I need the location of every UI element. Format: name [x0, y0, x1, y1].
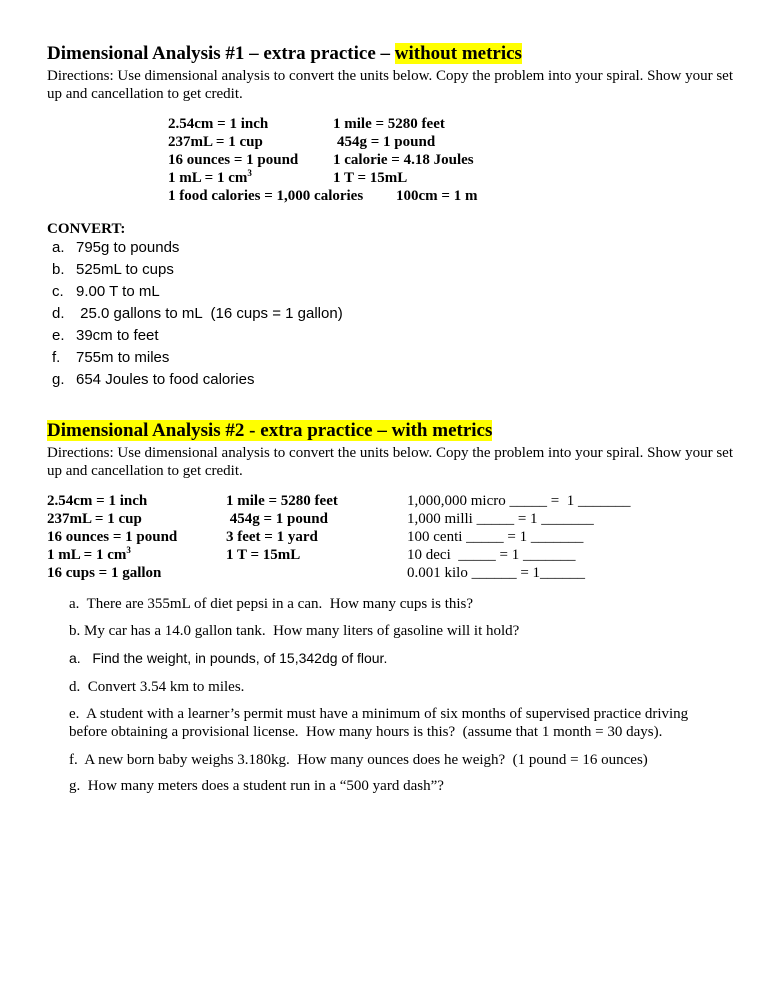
- list-item: f. 755m to miles: [52, 349, 170, 366]
- col1-line: 16 ounces = 1 pound: [47, 529, 178, 545]
- section1-directions: Directions: Use dimensional analysis to convert the units below. Copy the problem into your spiral. Show your set up and cancellation to get credit.: [47, 68, 734, 102]
- question-e-line2: before obtaining a provisional license. How many hours is this? (assume that 1 month = 30 days).: [69, 724, 663, 740]
- col2-line: 1 T = 15mL: [226, 547, 301, 563]
- conv-7-base: 1 mL = 1 cm: [168, 170, 248, 186]
- conv-8: 1 T = 15mL: [333, 170, 408, 186]
- conv-5: 16 ounces = 1 pound: [168, 152, 299, 168]
- list-item: a. 795g to pounds: [52, 239, 180, 256]
- conv-10: 100cm = 1 m: [396, 188, 478, 204]
- col2-line: 454g = 1 pound: [226, 511, 328, 527]
- conv-2: 1 mile = 5280 feet: [333, 116, 445, 132]
- col3-line: 1,000,000 micro _____ = 1 _______: [407, 493, 631, 509]
- conv-4: 454g = 1 pound: [337, 134, 436, 150]
- convert-heading: CONVERT:: [47, 221, 126, 237]
- col1-line: 16 cups = 1 gallon: [47, 565, 162, 581]
- conv-7-sup: 3: [247, 168, 252, 178]
- question-a: a. There are 355mL of diet pepsi in a can. How many cups is this?: [69, 596, 474, 612]
- conv-7: [168, 170, 252, 187]
- conv-1: 2.54cm = 1 inch: [168, 116, 269, 132]
- list-item: e. 39cm to feet: [52, 327, 159, 344]
- conv-9: 1 food calories = 1,000 calories: [168, 188, 364, 204]
- question-c: a. Find the weight, in pounds, of 15,342dg of flour.: [69, 650, 388, 666]
- section2-directions: Directions: Use dimensional analysis to convert the units below. Copy the problem into your spiral. Show your set up and cancellation to get credit.: [47, 445, 734, 479]
- col3-line: 10 deci _____ = 1 _______: [407, 547, 576, 563]
- question-d: d. Convert 3.54 km to miles.: [69, 679, 245, 695]
- question-b: b. My car has a 14.0 gallon tank. How many liters of gasoline will it hold?: [69, 623, 520, 639]
- conv-3: 237mL = 1 cup: [168, 134, 263, 150]
- section1-title: [47, 43, 522, 65]
- col1-line: 237mL = 1 cup: [47, 511, 142, 527]
- question-g: g. How many meters does a student run in a “500 yard dash”?: [69, 778, 444, 794]
- conv-6: 1 calorie = 4.18 Joules: [333, 152, 474, 168]
- list-item: b. 525mL to cups: [52, 261, 174, 278]
- section2-title: [47, 420, 492, 442]
- list-item: d. 25.0 gallons to mL (16 cups = 1 gallon): [52, 305, 343, 322]
- question-e-line1: e. A student with a learner’s permit must have a minimum of six months of supervised practice driving: [69, 706, 689, 722]
- col3-line: 100 centi _____ = 1 _______: [407, 529, 584, 545]
- col1-line: 2.54cm = 1 inch: [47, 493, 148, 509]
- section1-title-highlight: without metrics: [394, 43, 522, 64]
- col3-line: 0.001 kilo ______ = 1______: [407, 565, 586, 581]
- question-f: f. A new born baby weighs 3.180kg. How many ounces does he weigh? (1 pound = 16 ounces): [69, 752, 648, 768]
- section1-title-text: Dimensional Analysis #1 – extra practice –: [47, 43, 395, 64]
- col3-line: 1,000 milli _____ = 1 _______: [407, 511, 594, 527]
- section2-title-text: Dimensional Analysis #2 - extra practice – with metrics: [47, 420, 493, 441]
- list-item: g. 654 Joules to food calories: [52, 371, 255, 388]
- list-item: c. 9.00 T to mL: [52, 283, 160, 300]
- col1-line: 1 mL = 1 $cm^3$: [47, 545, 131, 563]
- col2-line: 3 feet = 1 yard: [226, 529, 318, 545]
- col2-line: 1 mile = 5280 feet: [226, 493, 338, 509]
